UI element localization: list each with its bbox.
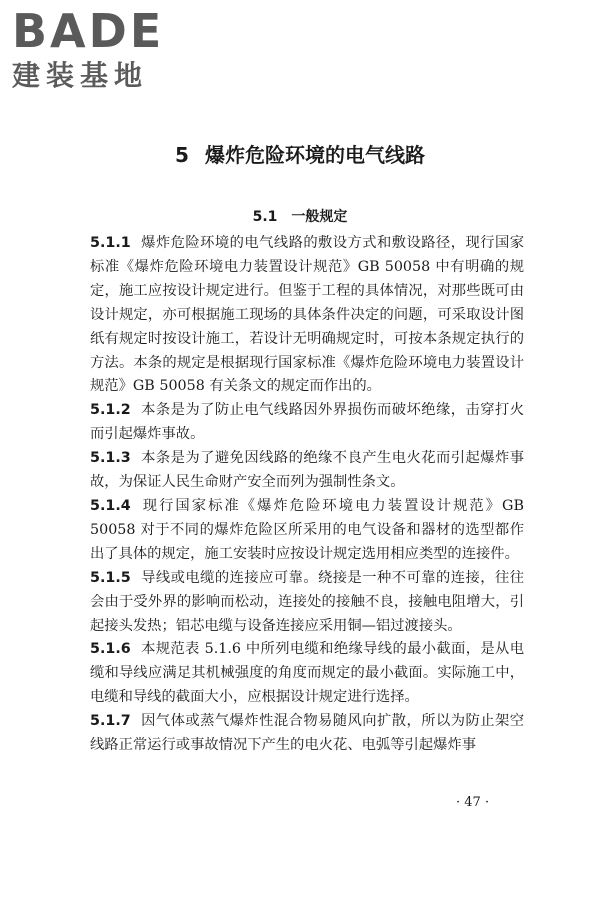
page-number: · 47 ·: [456, 795, 490, 810]
clause-number: 5.1.6: [90, 641, 131, 658]
clause: [90, 232, 524, 399]
clause-number: 5.1.3: [90, 450, 131, 467]
logo-brand: BADE: [12, 4, 165, 58]
clause: [90, 567, 524, 639]
clause-text: 爆炸危险环境的电气线路的敷设方式和敷设路径，现行国家标准《爆炸危险环境电力装置设计规范》GB 50058 中有明确的规定，施工应按设计规定进行。但鉴于工程的具体情况，对那些既可由设计规定，亦可根据施工现场的具体条件决定的问题，可采取设计图纸有规定时按设计施工，若设计无明确规定时，可按本条规定执行的方法。本条的规定是根据现行国家标准《爆炸危险环境电力装置设计规范》GB 50058 有关条文的规定而作出的。: [90, 235, 524, 395]
chapter-title: [0, 142, 600, 168]
clause-number: 5.1.7: [90, 713, 131, 730]
clause-text: 导线或电缆的连接应可靠。绕接是一种不可靠的连接，往往会由于受外界的影响而松动，连接处的接触不良，接触电阻增大，引起接头发热；铝芯电缆与设备连接应采用铜—铝过渡接头。: [90, 569, 524, 634]
chapter-number: 5: [175, 143, 189, 167]
logo-subtitle: 建装基地: [12, 59, 149, 92]
clause: [90, 399, 524, 447]
clause: [90, 710, 524, 758]
section-title: [0, 207, 600, 227]
clause: [90, 638, 524, 710]
clause-number: 5.1.2: [90, 402, 131, 419]
clause-text: 现行国家标准《爆炸危险环境电力装置设计规范》GB 50058 对于不同的爆炸危险区所采用的电气设备和器材的选型都作出了具体的规定，施工安装时应按设计规定选用相应类型的连接件。: [90, 497, 524, 562]
clause-number: 5.1.4: [90, 497, 131, 514]
clause: [90, 495, 524, 567]
clause-text: 本条是为了防止电气线路因外界损伤而破坏绝缘，击穿打火而引起爆炸事故。: [90, 402, 524, 443]
clause: [90, 447, 524, 495]
chapter-title-text: 爆炸危险环境的电气线路: [204, 143, 425, 167]
clause-text: 本条是为了避免因线路的绝缘不良产生电火花而引起爆炸事故，为保证人民生命财产安全而列为强制性条文。: [90, 450, 524, 491]
clause-text: 因气体或蒸气爆炸性混合物易随风向扩散，所以为防止架空线路正常运行或事故情况下产生的电火花、电弧等引起爆炸事: [90, 713, 524, 754]
clause-list: [90, 232, 524, 758]
clause-text: 本规范表 5.1.6 中所列电缆和绝缘导线的最小截面，是从电缆和导线应满足其机械强度的角度而规定的最小截面。实际施工中，电缆和导线的截面大小，应根据设计规定进行选择。: [90, 641, 524, 706]
logo: [12, 4, 165, 92]
clause-number: 5.1.1: [90, 235, 131, 251]
section-title-text: 一般规定: [291, 209, 348, 225]
section-number: 5.1: [252, 209, 278, 225]
clause-number: 5.1.5: [90, 569, 131, 586]
